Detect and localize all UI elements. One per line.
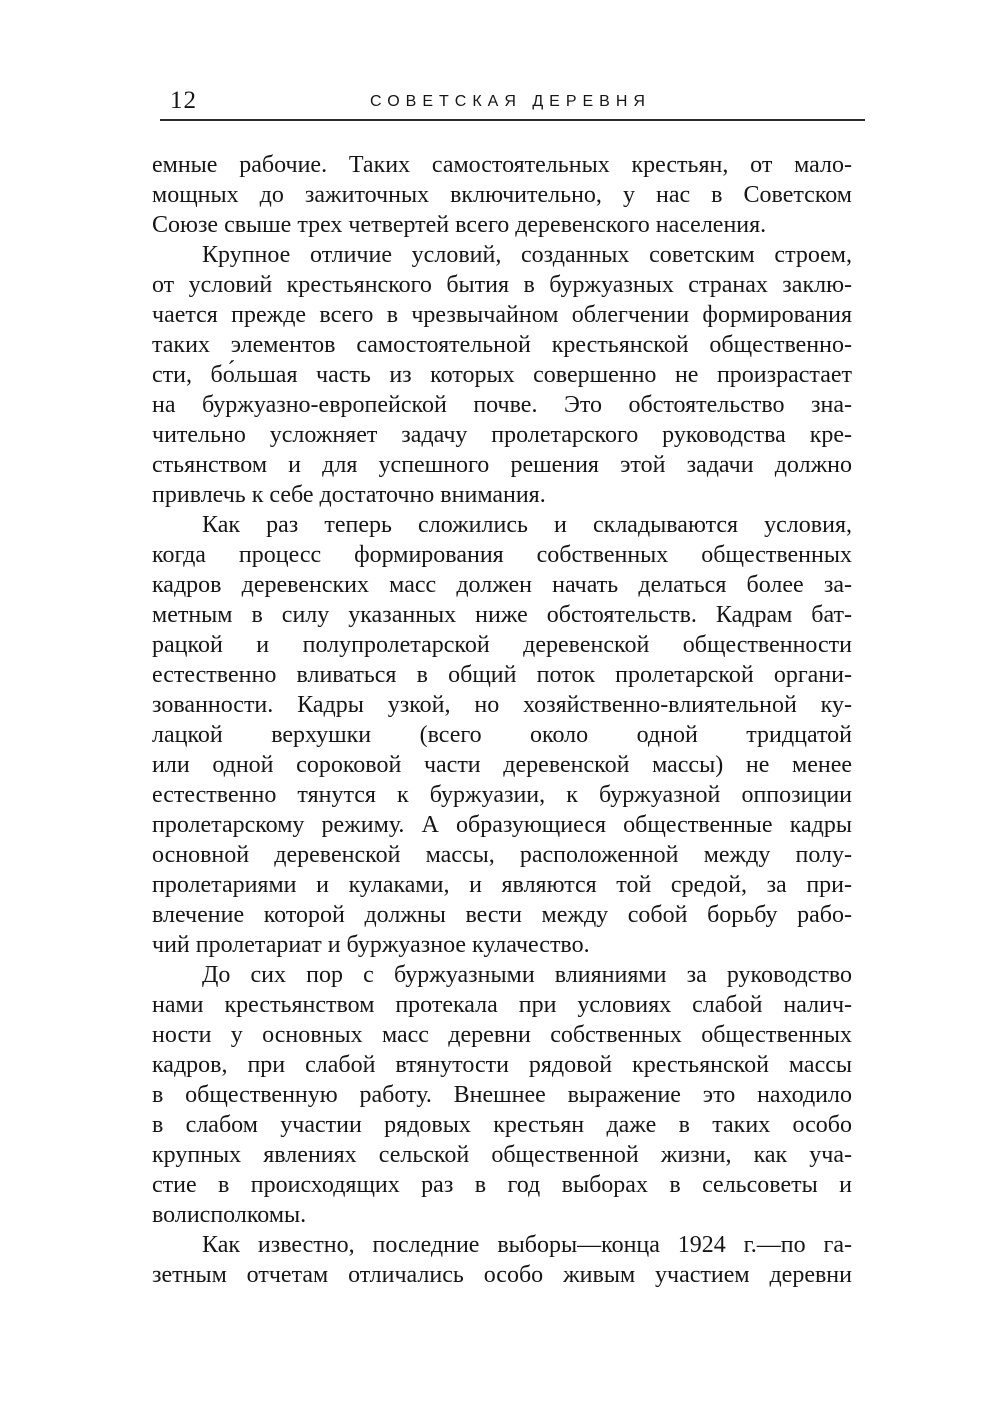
text-line: пролетариями и кулаками, и являются той средой, за при- bbox=[152, 872, 852, 898]
text-line: влечение которой должны вести между собой борьбу рабо- bbox=[152, 902, 852, 928]
text-line: Как раз теперь сложились и складываются условия, bbox=[202, 512, 852, 538]
text-line: чается прежде всего в чрезвычайном облегчении формирования bbox=[152, 302, 852, 328]
text-line: чий пролетариат и буржуазное кулачество. bbox=[152, 932, 590, 958]
text-line: естественно вливаться в общий поток пролетарской органи- bbox=[152, 662, 852, 688]
text-line: До сих пор с буржуазными влияниями за руководство bbox=[202, 962, 852, 988]
text-line: мощных до зажиточных включительно, у нас в Советском bbox=[152, 182, 852, 208]
text-line: кадров, при слабой втянутости рядовой крестьянской массы bbox=[152, 1052, 852, 1078]
text-line: естественно тянутся к буржуазии, к буржуазной оппозиции bbox=[152, 782, 852, 808]
text-line: чительно усложняет задачу пролетарского руководства кре- bbox=[152, 422, 852, 448]
text-line: крупных явлениях сельской общественной жизни, как уча- bbox=[152, 1142, 852, 1168]
text-line: пролетарскому режиму. А образующиеся общественные кадры bbox=[152, 812, 852, 838]
running-title: СОВЕТСКАЯ ДЕРЕВНЯ bbox=[370, 93, 651, 110]
text-line: емные рабочие. Таких самостоятельных крестьян, от мало- bbox=[152, 152, 852, 178]
text-line: или одной сороковой части деревенской массы) не менее bbox=[152, 752, 852, 778]
text-line: зованности. Кадры узкой, но хозяйственно-влиятельной ку- bbox=[152, 692, 852, 718]
text-line: зетным отчетам отличались особо живым участием деревни bbox=[152, 1262, 852, 1288]
header-rule bbox=[160, 119, 865, 121]
running-head bbox=[160, 84, 865, 120]
text-line: когда процесс формирования собственных общественных bbox=[152, 542, 852, 568]
text-line: в слабом участии рядовых крестьян даже в таких особо bbox=[152, 1112, 852, 1138]
text-line: рацкой и полупролетарской деревенской общественности bbox=[152, 632, 852, 658]
text-line: Союзе свыше трех четвертей всего деревенского населения. bbox=[152, 212, 767, 238]
text-line: волисполкомы. bbox=[152, 1202, 307, 1228]
body-text bbox=[152, 150, 852, 1290]
text-line: Крупное отличие условий, созданных советским строем, bbox=[202, 242, 852, 268]
text-line: стьянством и для успешного решения этой задачи должно bbox=[152, 452, 852, 478]
text-line: метным в силу указанных ниже обстоятельств. Кадрам бат- bbox=[152, 602, 852, 628]
text-line: нами крестьянством протекала при условиях слабой налич- bbox=[152, 992, 852, 1018]
text-line: таких элементов самостоятельной крестьянской общественно- bbox=[152, 332, 852, 358]
text-line: кадров деревенских масс должен начать делаться более за- bbox=[152, 572, 852, 598]
page-number: 12 bbox=[170, 87, 197, 114]
text-line: от условий крестьянского бытия в буржуазных странах заклю- bbox=[152, 272, 852, 298]
text-line: в общественную работу. Внешнее выражение это находило bbox=[152, 1082, 852, 1108]
text-line: стие в происходящих раз в год выборах в сельсоветы и bbox=[152, 1172, 852, 1198]
text-line: сти, бо́льшая часть из которых совершенно не произрастает bbox=[152, 362, 852, 388]
text-line: основной деревенской массы, расположенной между полу- bbox=[152, 842, 852, 868]
text-line: на буржуазно-европейской почве. Это обстоятельство зна- bbox=[152, 392, 852, 418]
text-line: ности у основных масс деревни собственных общественных bbox=[152, 1022, 852, 1048]
text-line: привлечь к себе достаточно внимания. bbox=[152, 482, 546, 508]
text-line: лацкой верхушки (всего около одной тридцатой bbox=[152, 722, 852, 748]
text-line: Как известно, последние выборы—конца 1924 г.—по га- bbox=[202, 1232, 852, 1258]
